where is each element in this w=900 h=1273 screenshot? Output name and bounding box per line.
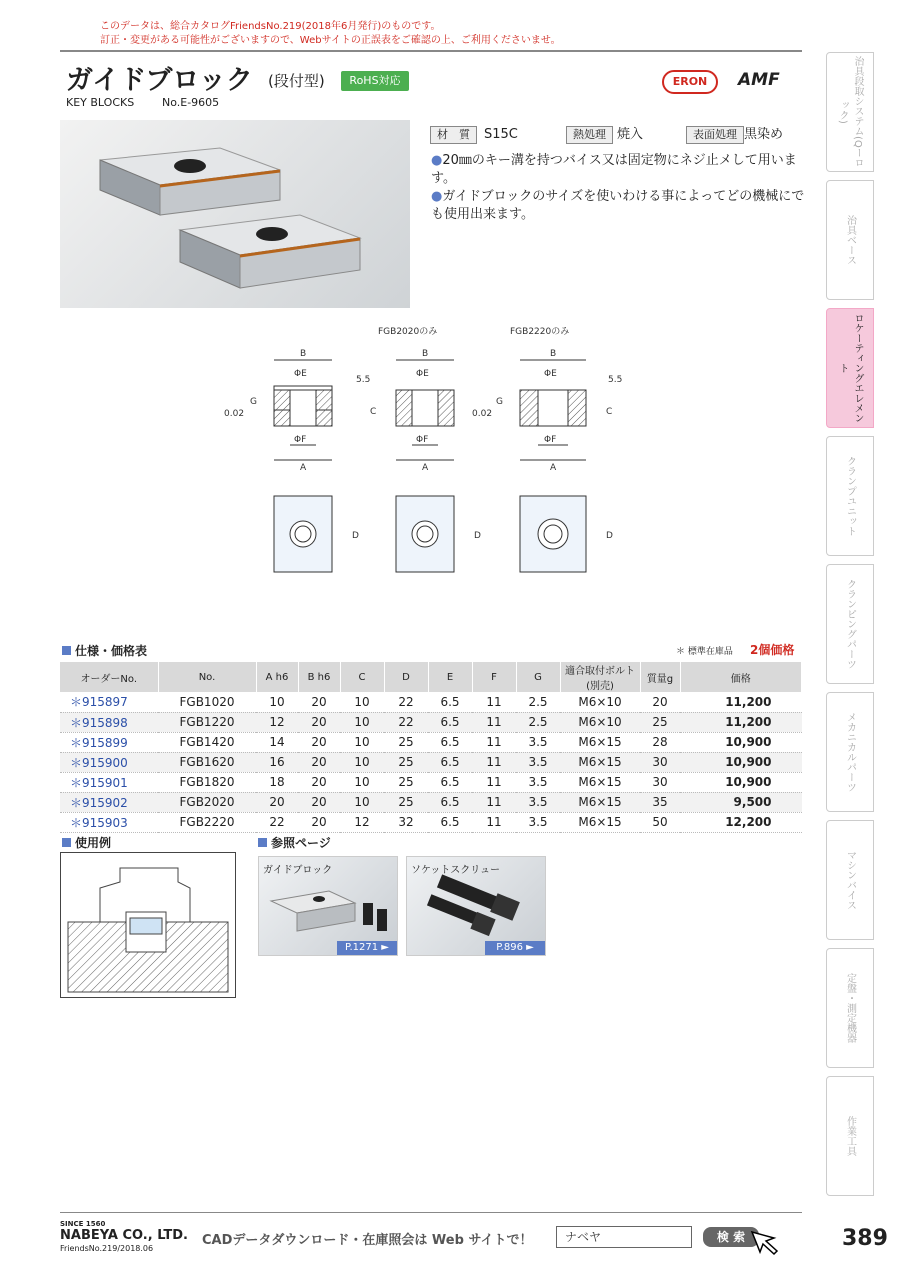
english-name: KEY BLOCKS: [66, 96, 135, 109]
sidebar-tab-jig-setup[interactable]: 治具段取システム(Qーロック): [826, 52, 874, 172]
feature-bullet-1: ●20㎜のキー溝を持つバイス又は固定物にネジ止メして用います。: [431, 153, 797, 186]
table-cell: 10: [340, 692, 384, 712]
col-e: E: [428, 662, 472, 692]
table-row: [60, 692, 802, 712]
dim-phif-3: ΦF: [544, 435, 557, 445]
rohs-badge: RoHS対応: [341, 71, 409, 91]
col-price: 価格: [680, 662, 802, 692]
dim-phif-2: ΦF: [416, 435, 429, 445]
table-cell: 6.5: [428, 772, 472, 792]
table-cell: 10: [340, 752, 384, 772]
top-view-3: [520, 496, 586, 572]
catalog-edition: FriendsNo.219/2018.06: [60, 1244, 154, 1253]
table-cell: 6.5: [428, 752, 472, 772]
tolerance-1: 0.02: [224, 409, 245, 419]
table-cell: 6.5: [428, 692, 472, 712]
table-cell: M6×15: [560, 792, 640, 812]
table-row: [60, 732, 802, 752]
notice-line-2: 訂正・変更がある可能性がございますので、Webサイトの正誤表をご確認の上、ご利用くださいませ。: [100, 35, 561, 46]
table-cell: 25: [384, 732, 428, 752]
order-number-cell: ＊915903: [60, 812, 158, 832]
table-cell: 12: [256, 712, 298, 732]
table-cell: 12,200: [680, 812, 802, 832]
table-cell: 12: [340, 812, 384, 832]
ref-label: ソケットスクリュー: [411, 865, 500, 876]
square-icon: [62, 646, 71, 655]
block-2: [180, 215, 360, 288]
ref-page-link[interactable]: P.896 ►: [485, 941, 545, 955]
table-cell: 3.5: [516, 772, 560, 792]
table-row: [60, 792, 802, 812]
sidebar-tab-jig-base[interactable]: 治具ベース: [826, 180, 874, 300]
reference-heading: 参照ページ: [258, 834, 331, 851]
table-row: [60, 712, 802, 732]
page-number: 389: [842, 1226, 888, 1251]
label-fgb2220: FGB2220のみ: [510, 327, 570, 337]
dim-a-2: A: [422, 463, 429, 473]
footer-rule: [60, 1212, 802, 1213]
dim-55-2: 5.5: [608, 375, 623, 385]
col-g: G: [516, 662, 560, 692]
table-cell: 9,500: [680, 792, 802, 812]
table-cell: 20: [298, 692, 340, 712]
table-cell: 30: [640, 752, 680, 772]
dim-g-1: G: [250, 397, 257, 407]
col-c: C: [340, 662, 384, 692]
sidebar-tab-surface-plate[interactable]: 定盤・測定機器: [826, 948, 874, 1068]
table-cell: M6×15: [560, 772, 640, 792]
table-row: [60, 752, 802, 772]
col-b: B h6: [298, 662, 340, 692]
table-cell: 10: [340, 712, 384, 732]
usage-heading: 使用例: [62, 834, 111, 851]
dim-c-2: C: [606, 407, 613, 417]
table-cell: 11,200: [680, 712, 802, 732]
sidebar-tab-clamping-parts[interactable]: クランピングパーツ: [826, 564, 874, 684]
ref-card-guide-block[interactable]: [258, 856, 398, 956]
table-cell: 30: [640, 772, 680, 792]
table-cell: 22: [384, 692, 428, 712]
heat-treatment-value: 焼入: [617, 127, 644, 142]
dim-phie-2: ΦE: [416, 369, 429, 379]
page-title: ガイドブロック: [66, 65, 253, 96]
surface-treatment-label: 表面処理: [686, 126, 744, 144]
table-cell: 2.5: [516, 712, 560, 732]
table-cell: 10: [340, 732, 384, 752]
table-cell: 11: [472, 812, 516, 832]
heat-treatment-label: 熱処理: [566, 126, 613, 144]
product-photo: [60, 120, 410, 308]
dim-b-3: B: [550, 349, 557, 359]
table-cell: 22: [256, 812, 298, 832]
spec-table: [60, 662, 802, 833]
table-cell: 32: [384, 812, 428, 832]
product-code: No.E-9605: [162, 96, 220, 109]
table-cell: 20: [298, 712, 340, 732]
feature-bullet-2: ●ガイドブロックのサイズを使いわける事によってどの機械にでも使用出来ます。: [431, 189, 805, 222]
dim-phif-1: ΦF: [294, 435, 307, 445]
table-cell: 11: [472, 732, 516, 752]
table-cell: 3.5: [516, 732, 560, 752]
table-cell: 25: [384, 792, 428, 812]
table-cell: 6.5: [428, 792, 472, 812]
table-cell: FGB1620: [158, 752, 256, 772]
square-icon: [258, 838, 267, 847]
col-order-no: オーダーNo.: [60, 662, 158, 692]
square-icon: [62, 838, 71, 847]
dim-c-1: C: [370, 407, 377, 417]
eron-logo: ERON: [662, 70, 718, 94]
top-view-1: [274, 496, 332, 572]
table-cell: 16: [256, 752, 298, 772]
table-cell: FGB2220: [158, 812, 256, 832]
dim-g-2: G: [496, 397, 503, 407]
order-number-cell: ＊915901: [60, 772, 158, 792]
table-cell: M6×10: [560, 692, 640, 712]
order-number-cell: ＊915900: [60, 752, 158, 772]
table-cell: 3.5: [516, 792, 560, 812]
table-row: [60, 812, 802, 832]
table-cell: M6×15: [560, 732, 640, 752]
table-cell: 22: [384, 712, 428, 732]
dim-55-1: 5.5: [356, 375, 371, 385]
material-label: 材 質: [430, 126, 477, 144]
cad-download-text: CADデータダウンロード・在庫照会は Web サイトで！: [202, 1233, 533, 1248]
table-cell: 20: [298, 732, 340, 752]
table-cell: 6.5: [428, 732, 472, 752]
table-cell: M6×15: [560, 752, 640, 772]
table-cell: 11: [472, 712, 516, 732]
table-cell: 10: [340, 792, 384, 812]
surface-treatment-value: 黒染め: [744, 127, 784, 142]
table-cell: FGB2020: [158, 792, 256, 812]
table-cell: 25: [384, 772, 428, 792]
table-cell: 25: [384, 752, 428, 772]
table-cell: 10,900: [680, 752, 802, 772]
table-row: [60, 772, 802, 792]
order-number-cell: ＊915897: [60, 692, 158, 712]
search-button[interactable]: 検 索: [703, 1227, 759, 1247]
dim-a-3: A: [550, 463, 557, 473]
table-cell: 20: [298, 752, 340, 772]
table-cell: 20: [298, 772, 340, 792]
table-cell: FGB1220: [158, 712, 256, 732]
amf-logo: AMF: [738, 70, 780, 90]
order-number-cell: ＊915898: [60, 712, 158, 732]
table-cell: 18: [256, 772, 298, 792]
table-cell: M6×10: [560, 712, 640, 732]
table-cell: FGB1820: [158, 772, 256, 792]
order-number-cell: ＊915902: [60, 792, 158, 812]
table-cell: 20: [298, 792, 340, 812]
col-d: D: [384, 662, 428, 692]
table-cell: 35: [640, 792, 680, 812]
notice: [100, 20, 561, 48]
sidebar-tab-clamp-unit[interactable]: クランプユニット: [826, 436, 874, 556]
bullet-icon: ●: [431, 153, 443, 168]
sidebar-tab-mechanical-parts[interactable]: メカニカルパーツ: [826, 692, 874, 812]
table-cell: 11: [472, 792, 516, 812]
table-header-row: [60, 662, 802, 692]
usage-example-drawing: [60, 852, 236, 998]
table-cell: 3.5: [516, 812, 560, 832]
table-cell: 10,900: [680, 732, 802, 752]
cursor-arrow-icon: [750, 1230, 780, 1256]
dim-phie-1: ΦE: [294, 369, 307, 379]
dim-d-2: D: [474, 531, 481, 541]
sidebar-tab-locating-element[interactable]: ロケーティングエレメント: [826, 308, 874, 428]
technical-drawing: [210, 320, 630, 580]
material-value: S15C: [484, 127, 518, 142]
table-cell: 11,200: [680, 692, 802, 712]
table-cell: 2.5: [516, 692, 560, 712]
sidebar-tab-tools[interactable]: 作業工具: [826, 1076, 874, 1196]
table-cell: 20: [256, 792, 298, 812]
top-view-2: [396, 496, 454, 572]
dim-d-1: D: [352, 531, 359, 541]
table-cell: 25: [640, 712, 680, 732]
dim-a-1: A: [300, 463, 307, 473]
two-piece-price-note: 2個価格: [750, 643, 795, 657]
table-cell: 3.5: [516, 752, 560, 772]
table-cell: 10: [256, 692, 298, 712]
spec-table-heading: 仕様・価格表: [62, 642, 147, 659]
ref-label: ガイドブロック: [263, 865, 333, 876]
dim-d-3: D: [606, 531, 613, 541]
title-rule: [60, 50, 802, 52]
page-title-sub: (段付型): [268, 72, 325, 90]
bullet-icon: ●: [431, 189, 443, 204]
table-cell: M6×15: [560, 812, 640, 832]
table-cell: FGB1020: [158, 692, 256, 712]
notice-line-1: このデータは、総合カタログFriendsNo.219(2018年6月発行)のものです。: [100, 21, 441, 32]
table-cell: 50: [640, 812, 680, 832]
ref-page-link[interactable]: P.1271 ►: [337, 941, 397, 955]
key-block-illustration: [60, 120, 410, 308]
table-cell: 11: [472, 752, 516, 772]
stock-legend: ＊ 標準在庫品: [676, 647, 733, 657]
ref-card-socket-screw[interactable]: [406, 856, 546, 956]
col-f: F: [472, 662, 516, 692]
label-fgb2020: FGB2020のみ: [378, 327, 438, 337]
table-cell: 11: [472, 692, 516, 712]
col-mass: 質量g: [640, 662, 680, 692]
table-cell: 20: [298, 812, 340, 832]
table-cell: 28: [640, 732, 680, 752]
block-1: [100, 148, 280, 215]
dim-b-2: B: [422, 349, 429, 359]
table-cell: FGB1420: [158, 732, 256, 752]
tolerance-2: 0.02: [472, 409, 493, 419]
col-no: No.: [158, 662, 256, 692]
table-cell: 14: [256, 732, 298, 752]
sidebar-tab-machine-vise[interactable]: マシンバイス: [826, 820, 874, 940]
table-cell: 11: [472, 772, 516, 792]
col-bolt: 適合取付ボルト(別売): [560, 662, 640, 692]
table-cell: 10,900: [680, 772, 802, 792]
table-cell: 6.5: [428, 812, 472, 832]
search-input[interactable]: ナベヤ: [556, 1226, 692, 1248]
table-cell: 6.5: [428, 712, 472, 732]
col-a: A h6: [256, 662, 298, 692]
order-number-cell: ＊915899: [60, 732, 158, 752]
dim-phie-3: ΦE: [544, 369, 557, 379]
table-cell: 20: [640, 692, 680, 712]
table-cell: 10: [340, 772, 384, 792]
dim-b-1: B: [300, 349, 307, 359]
company-logo: NABEYA CO., LTD.: [60, 1228, 188, 1243]
since-label: SINCE 1560: [60, 1220, 106, 1228]
